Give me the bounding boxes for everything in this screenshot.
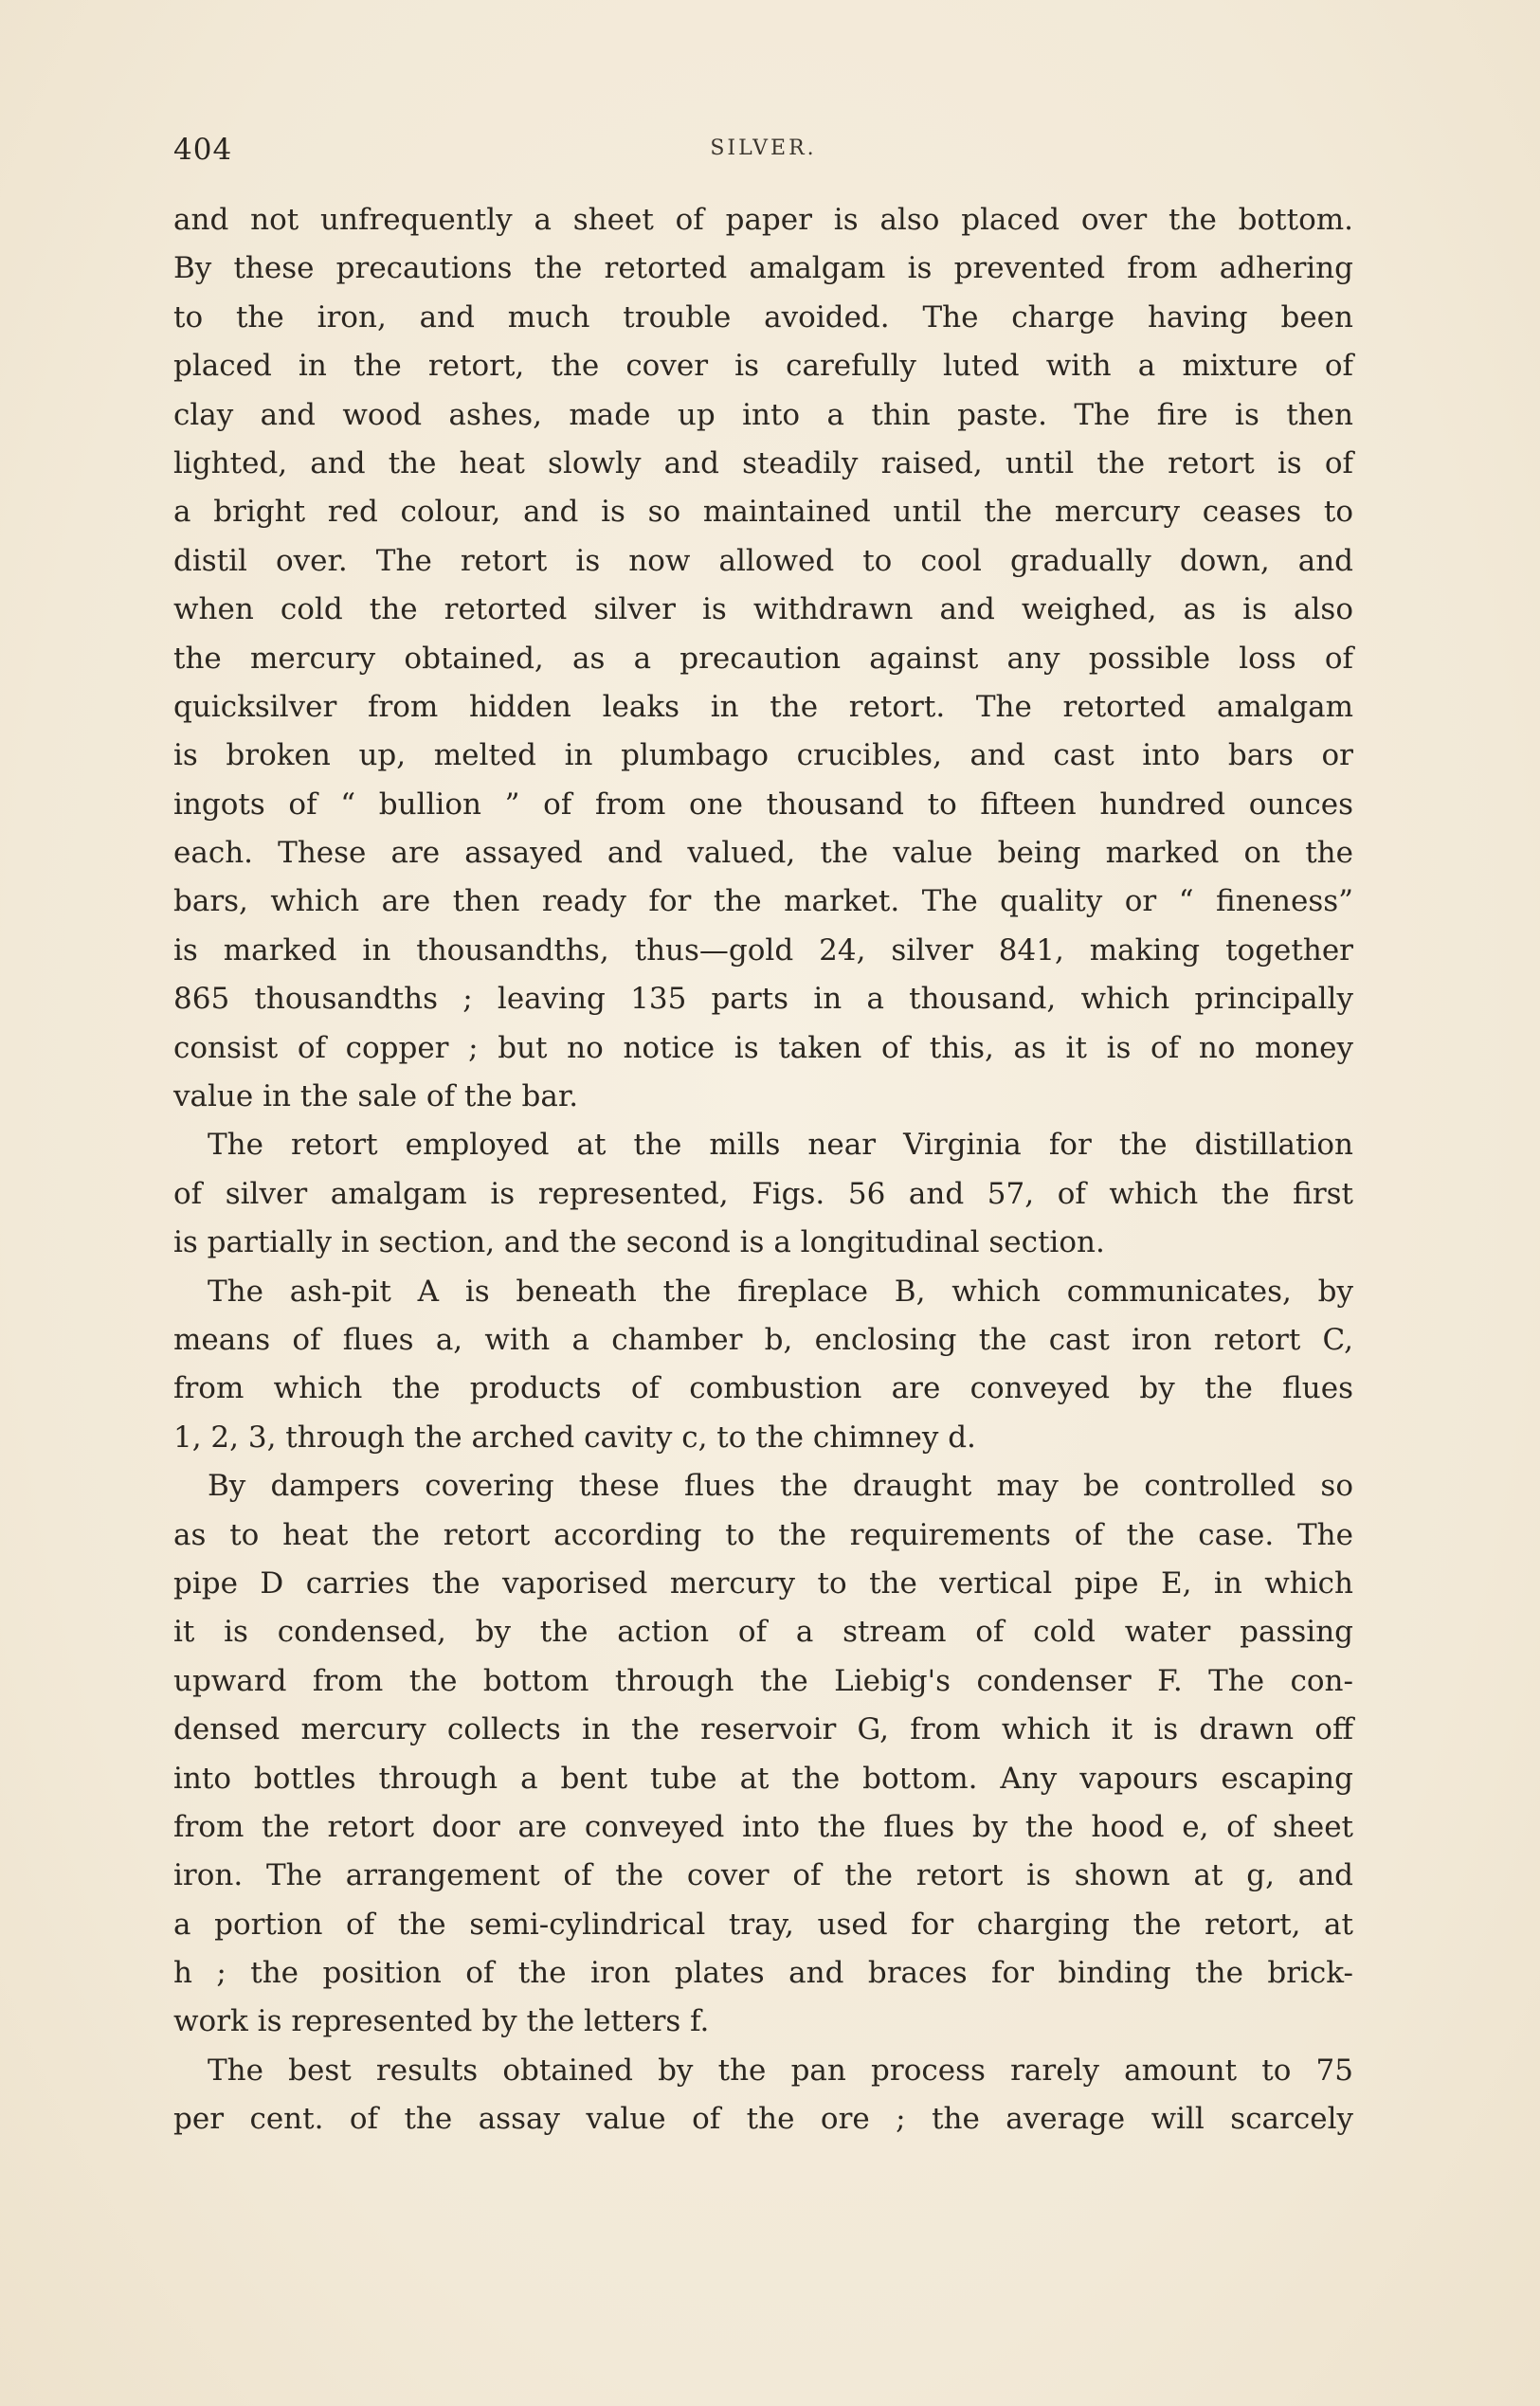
text-line: when cold the retorted silver is withdrawn and weighed, as is also bbox=[173, 592, 1353, 627]
text-line: By dampers covering these flues the draught may be controlled so bbox=[208, 1469, 1353, 1504]
body-text bbox=[173, 196, 1353, 2144]
text-line: consist of copper ; but no notice is taken of this, as it is of no money bbox=[173, 1030, 1353, 1065]
text-line: ingots of “ bullion ” of from one thousand to fifteen hundred ounces bbox=[173, 787, 1353, 822]
page-number: 404 bbox=[173, 133, 233, 167]
text-line: the mercury obtained, as a precaution against any possible loss of bbox=[173, 641, 1353, 676]
text-line: each. These are assayed and valued, the value being marked on the bbox=[173, 836, 1353, 871]
text-line: By these precautions the retorted amalgam is prevented from adhering bbox=[173, 251, 1353, 286]
text-line: h ; the position of the iron plates and braces for binding the brick- bbox=[173, 1956, 1353, 1991]
text-line: is partially in section, and the second is a longitudinal section. bbox=[173, 1225, 1105, 1260]
text-line: distil over. The retort is now allowed to cool gradually down, and bbox=[173, 543, 1353, 578]
running-head bbox=[173, 133, 1353, 171]
text-line: pipe D carries the vaporised mercury to the vertical pipe E, in which bbox=[173, 1565, 1353, 1601]
text-line: 865 thousandths ; leaving 135 parts in a thousand, which principally bbox=[173, 982, 1353, 1017]
text-line: The best results obtained by the pan process rarely amount to 75 bbox=[208, 2053, 1353, 2088]
text-line: The retort employed at the mills near Virginia for the distillation bbox=[208, 1128, 1353, 1163]
text-line: upward from the bottom through the Liebig's condenser F. The con- bbox=[173, 1663, 1353, 1698]
text-line: 1, 2, 3, through the arched cavity c, to the chimney d. bbox=[173, 1420, 976, 1455]
text-line: The ash-pit A is beneath the fireplace B, which communicates, by bbox=[208, 1274, 1353, 1309]
text-line: from the retort door are conveyed into the flues by the hood e, of sheet bbox=[173, 1809, 1353, 1844]
text-line: it is condensed, by the action of a stream of cold water passing bbox=[173, 1615, 1353, 1650]
running-title: SILVER. bbox=[710, 136, 817, 160]
text-line: iron. The arrangement of the cover of the retort is shown at g, and bbox=[173, 1858, 1353, 1893]
text-line: lighted, and the heat slowly and steadily raised, until the retort is of bbox=[173, 445, 1353, 480]
text-line: a portion of the semi-cylindrical tray, used for charging the retort, at bbox=[173, 1907, 1353, 1942]
text-line: per cent. of the assay value of the ore ; the average will scarcely bbox=[173, 2102, 1353, 2137]
text-line: densed mercury collects in the reservoir G, from which it is drawn off bbox=[173, 1712, 1353, 1747]
text-line: as to heat the retort according to the requirements of the case. The bbox=[173, 1517, 1353, 1552]
text-line: of silver amalgam is represented, Figs. 56 and 57, of which the first bbox=[173, 1176, 1353, 1211]
text-line: means of flues a, with a chamber b, enclosing the cast iron retort C, bbox=[173, 1322, 1353, 1357]
text-line: from which the products of combustion are conveyed by the flues bbox=[173, 1371, 1353, 1406]
text-line: to the iron, and much trouble avoided. The charge having been bbox=[173, 299, 1353, 335]
text-line: value in the sale of the bar. bbox=[173, 1079, 579, 1114]
text-line: work is represented by the letters f. bbox=[173, 2004, 710, 2039]
text-line: into bottles through a bent tube at the bottom. Any vapours escaping bbox=[173, 1761, 1353, 1796]
text-line: is marked in thousandths, thus—gold 24, silver 841, making together bbox=[173, 932, 1353, 968]
text-line: a bright red colour, and is so maintained until the mercury ceases to bbox=[173, 495, 1353, 530]
text-line: clay and wood ashes, made up into a thin paste. The fire is then bbox=[173, 397, 1353, 432]
text-line: and not unfrequently a sheet of paper is also placed over the bottom. bbox=[173, 203, 1353, 237]
text-line: is broken up, melted in plumbago crucibles, and cast into bars or bbox=[173, 738, 1353, 773]
text-line: bars, which are then ready for the market. The quality or “ fineness” bbox=[173, 884, 1353, 919]
text-line: quicksilver from hidden leaks in the retort. The retorted amalgam bbox=[173, 689, 1353, 724]
text-line: placed in the retort, the cover is carefully luted with a mixture of bbox=[173, 349, 1353, 384]
